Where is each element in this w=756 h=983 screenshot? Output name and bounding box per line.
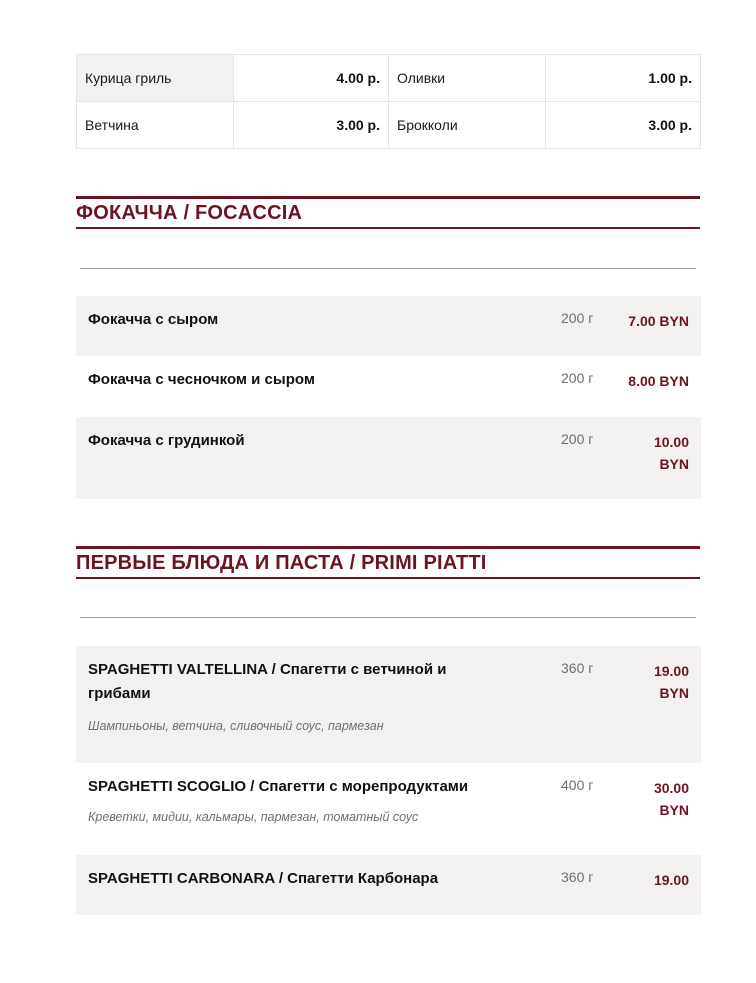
item-weight: 400 г <box>561 777 594 793</box>
item-name: Фокачча с грудинкой <box>88 432 245 449</box>
item-price-currency: BYN <box>659 456 689 472</box>
item-description: Креветки, мидии, кальмары, пармезан, томатный соус <box>88 810 419 824</box>
item-weight: 200 г <box>561 431 594 447</box>
item-price <box>609 660 689 704</box>
menu-item[interactable] <box>76 763 701 855</box>
item-price-currency: BYN <box>659 802 689 818</box>
addon-price: 1.00 р. <box>546 55 701 102</box>
menu-item[interactable] <box>76 356 701 417</box>
section-header-primi-piatti <box>76 546 700 579</box>
item-price-currency: BYN <box>659 685 689 701</box>
addons-table <box>76 54 701 149</box>
item-price-amount: 19.00 <box>653 663 689 679</box>
item-name: SPAGHETTI CARBONARA / Спагетти Карбонара <box>88 870 439 887</box>
item-price: 7.00 BYN <box>628 313 689 329</box>
addon-name: Оливки <box>389 55 546 102</box>
addon-price: 4.00 р. <box>234 55 389 102</box>
item-price: 8.00 BYN <box>628 373 689 389</box>
item-name: Фокачча с чесночком и сыром <box>88 371 315 388</box>
addon-name: Брокколи <box>389 102 546 149</box>
item-name: SPAGHETTI SCOGLIO / Спагетти с морепродуктами <box>88 778 469 795</box>
menu-item[interactable] <box>76 296 701 356</box>
addon-price: 3.00 р. <box>546 102 701 149</box>
item-price <box>609 431 689 475</box>
addon-name: Курица гриль <box>77 55 234 102</box>
item-weight: 200 г <box>561 370 594 386</box>
menu-item[interactable] <box>76 417 701 499</box>
table-row <box>77 55 701 102</box>
item-price-amount: 10.00 <box>653 434 689 450</box>
item-price-amount: 19.00 <box>653 872 689 888</box>
item-price <box>609 777 689 821</box>
section-divider <box>80 268 696 269</box>
menu-list-focaccia <box>76 296 701 499</box>
section-divider <box>80 617 696 618</box>
addon-name: Ветчина <box>77 102 234 149</box>
menu-item[interactable] <box>76 646 701 763</box>
item-weight: 360 г <box>561 660 594 676</box>
section-header-focaccia <box>76 196 700 229</box>
menu-item[interactable] <box>76 855 701 915</box>
item-weight: 360 г <box>561 869 594 885</box>
addon-price: 3.00 р. <box>234 102 389 149</box>
section-title: ПЕРВЫЕ БЛЮДА И ПАСТА / PRIMI PIATTI <box>76 552 487 574</box>
section-title: ФОКАЧЧА / FOCACCIA <box>76 202 303 224</box>
item-price-amount: 30.00 <box>653 780 689 796</box>
menu-list-primi-piatti <box>76 646 701 915</box>
item-name: Фокачча с сыром <box>88 311 219 328</box>
item-description: Шампиньоны, ветчина, сливочный соус, пармезан <box>88 719 384 733</box>
table-row <box>77 102 701 149</box>
item-weight: 200 г <box>561 310 594 326</box>
item-price <box>609 869 689 891</box>
item-name: SPAGHETTI VALTELLINA / Спагетти с ветчиной и грибами <box>88 661 447 702</box>
